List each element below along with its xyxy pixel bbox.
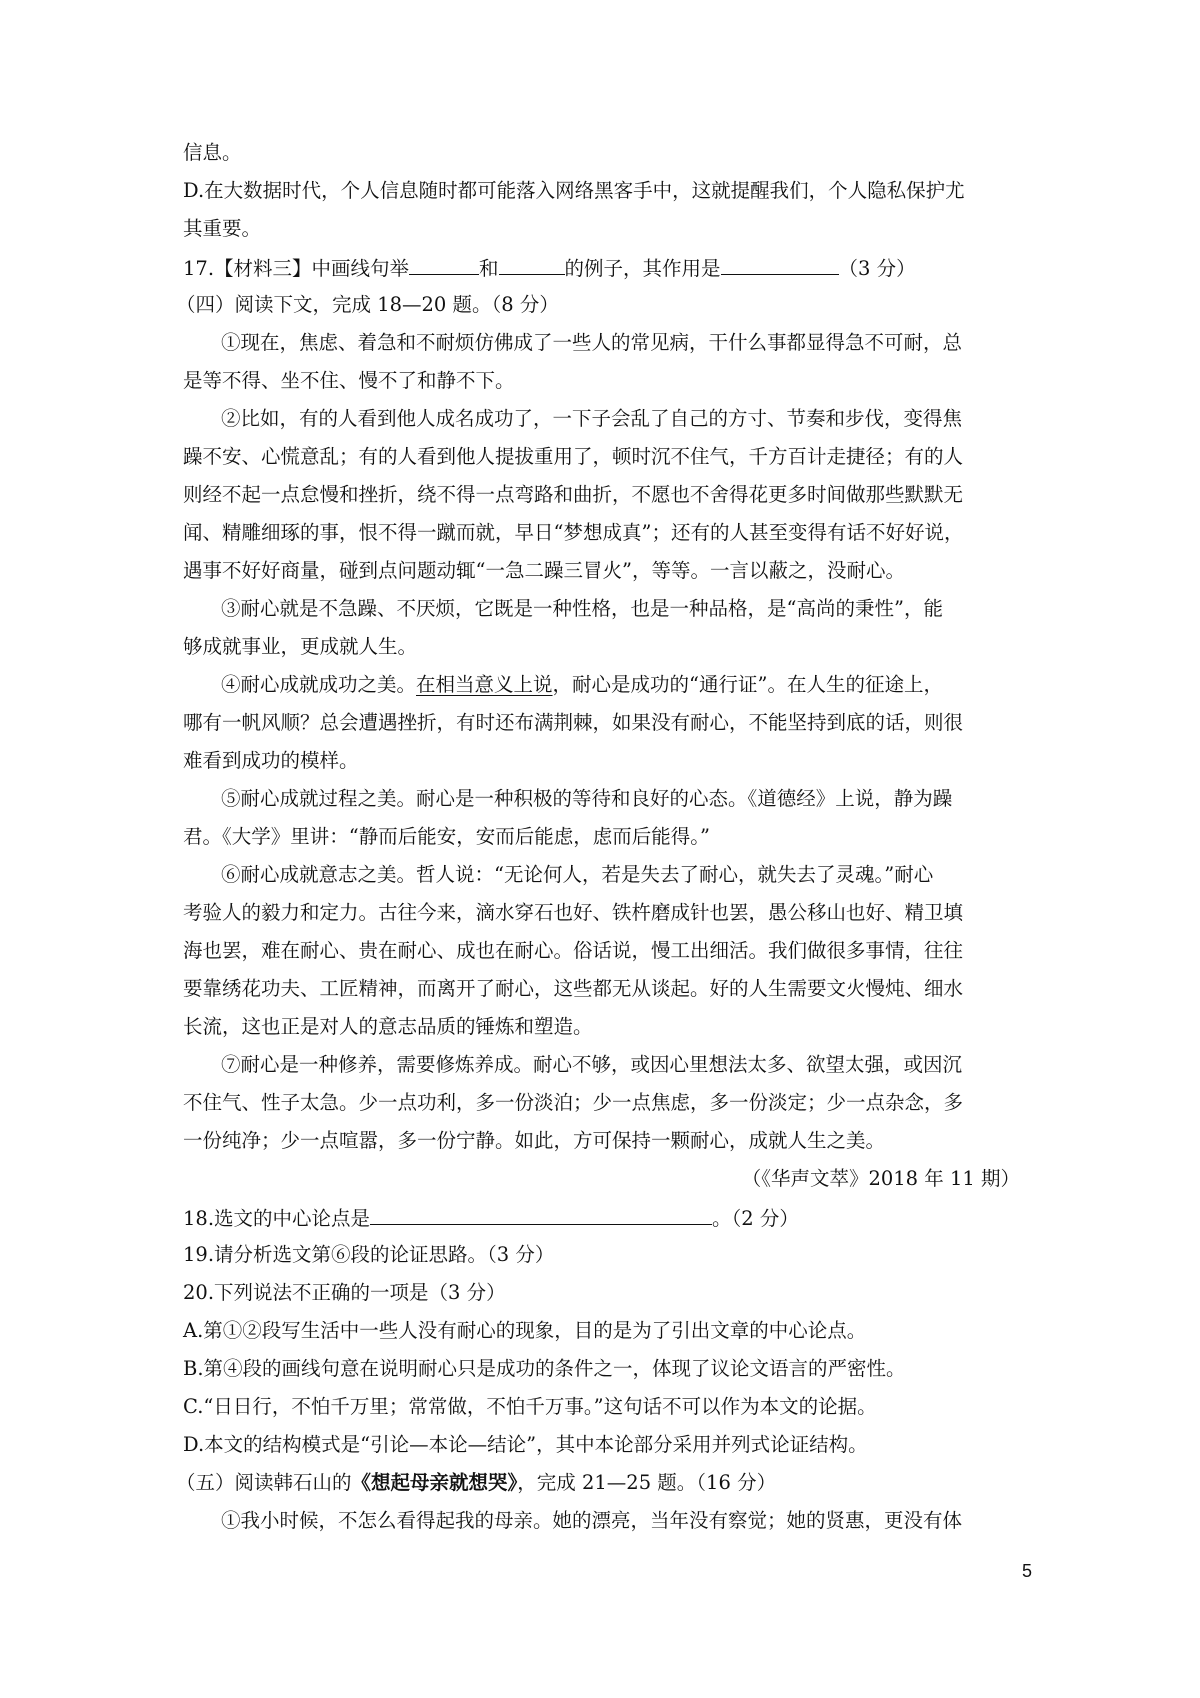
p4-underlined-sentence: 在相当意义上说 bbox=[416, 673, 553, 696]
passage-line: 是等不得、坐不住、慢不了和静不下。 bbox=[183, 369, 515, 392]
passage-line: 闻、精雕细琢的事，恨不得一蹴而就，早日“梦想成真”；还有的人甚至变得有话不好好说， bbox=[183, 521, 964, 544]
q17-text-1: 17.【材料三】中画线句举 bbox=[183, 257, 410, 280]
passage-line: ②比如，有的人看到他人成名成功了，一下子会乱了自己的方寸、节奏和步伐，变得焦 bbox=[221, 407, 963, 430]
passage-line: ①现在，焦虑、着急和不耐烦仿佛成了一些人的常见病，干什么事都显得急不可耐，总 bbox=[221, 331, 963, 354]
q20-option-b: B.第④段的画线句意在说明耐心只是成功的条件之一，体现了议论文语言的严密性。 bbox=[183, 1357, 906, 1380]
question-18 bbox=[183, 1204, 1033, 1232]
q18-answer-blank[interactable] bbox=[370, 1204, 712, 1225]
passage-line: 考验人的毅力和定力。古往今来，滴水穿石也好、铁杵磨成针也罢，愚公移山也好、精卫填 bbox=[183, 901, 964, 924]
passage-line-p4 bbox=[221, 672, 1071, 698]
q16-option-d-line1: D.在大数据时代，个人信息随时都可能落入网络黑客手中，这就提醒我们，个人隐私保护尤 bbox=[183, 179, 965, 202]
passage-line: 哪有一帆风顺？总会遭遇挫折，有时还布满荆棘，如果没有耐心，不能坚持到底的话，则很 bbox=[183, 711, 964, 734]
page-number: 5 bbox=[1021, 1561, 1032, 1581]
passage-line: 则经不起一点怠慢和挫折，绕不得一点弯路和曲折，不愿也不舍得花更多时间做那些默默无 bbox=[183, 483, 964, 506]
passage-line: 君。《大学》里讲：“静而后能安，安而后能虑，虑而后能得。” bbox=[183, 825, 710, 848]
passage-line: 遇事不好好商量，碰到点问题动辄“一急二躁三冒火”，等等。一言以蔽之，没耐心。 bbox=[183, 559, 905, 582]
q17-text-3: 的例子，其作用是 bbox=[564, 257, 721, 280]
q18-text-2: 。（2 分） bbox=[712, 1207, 799, 1230]
passage-line: 长流，这也正是对人的意志品质的锤炼和塑造。 bbox=[183, 1015, 593, 1038]
q17-text-4: （3 分） bbox=[838, 257, 916, 280]
passage-line: ③耐心就是不急躁、不厌烦，它既是一种性格，也是一种品格，是“高尚的秉性”，能 bbox=[221, 597, 943, 620]
section-5-text-2: ，完成 21—25 题。（16 分） bbox=[517, 1471, 777, 1494]
section-5-first-line: ①我小时候，不怎么看得起我的母亲。她的漂亮，当年没有察觉；她的贤惠，更没有体 bbox=[221, 1509, 963, 1532]
section-5-article-title: 《想起母亲就想哭》 bbox=[351, 1471, 518, 1494]
passage-line: 够成就事业，更成就人生。 bbox=[183, 635, 418, 658]
q20-option-a: A.第①②段写生活中一些人没有耐心的现象，目的是为了引出文章的中心论点。 bbox=[183, 1319, 867, 1342]
passage-line: ⑥耐心成就意志之美。哲人说：“无论何人，若是失去了耐心，就失去了灵魂。”耐心 bbox=[221, 863, 934, 886]
q17-blank-3[interactable] bbox=[721, 254, 839, 275]
passage-source: （《华声文萃》2018 年 11 期） bbox=[741, 1167, 1020, 1190]
section-5-text-1: （五）阅读韩石山的 bbox=[176, 1471, 352, 1494]
question-17 bbox=[183, 254, 1033, 282]
p4-rest: ，耐心是成功的“通行证”。在人生的征途上， bbox=[552, 673, 943, 696]
q17-text-2: 和 bbox=[479, 257, 499, 280]
continued-line: 信息。 bbox=[183, 141, 242, 164]
question-19: 19.请分析选文第⑥段的论证思路。（3 分） bbox=[183, 1243, 555, 1266]
q16-option-d-line2: 其重要。 bbox=[183, 217, 262, 240]
p4-start: ④耐心成就成功之美。 bbox=[221, 673, 417, 696]
passage-line: 要靠绣花功夫、工匠精神，而离开了耐心，这些都无从谈起。好的人生需要文火慢炖、细水 bbox=[183, 977, 964, 1000]
passage-line: ⑤耐心成就过程之美。耐心是一种积极的等待和良好的心态。《道德经》上说，静为躁 bbox=[221, 787, 953, 810]
passage-line: 一份纯净；少一点喧嚣，多一份宁静。如此，方可保持一颗耐心，成就人生之美。 bbox=[183, 1129, 886, 1152]
passage-line: 不住气、性子太急。少一点功利，多一份淡泊；少一点焦虑，多一份淡定；少一点杂念，多 bbox=[183, 1091, 964, 1114]
passage-line: 海也罢，难在耐心、贵在耐心、成也在耐心。俗话说，慢工出细活。我们做很多事情，往往 bbox=[183, 939, 964, 962]
passage-line: 难看到成功的模样。 bbox=[183, 749, 359, 772]
q17-blank-1[interactable] bbox=[409, 254, 479, 275]
passage-line: 躁不安、心慌意乱；有的人看到他人提拔重用了，顿时沉不住气，千方百计走捷径；有的人 bbox=[183, 445, 964, 468]
passage-line: ⑦耐心是一种修养，需要修炼养成。耐心不够，或因心里想法太多、欲望太强，或因沉 bbox=[221, 1053, 963, 1076]
q20-option-c: C.“日日行，不怕千万里；常常做，不怕千万事。”这句话不可以作为本文的论据。 bbox=[183, 1395, 877, 1418]
question-20-stem: 20.下列说法不正确的一项是（3 分） bbox=[183, 1281, 506, 1304]
section-5-heading bbox=[176, 1470, 1026, 1496]
q17-blank-2[interactable] bbox=[499, 254, 565, 275]
q18-text-1: 18.选文的中心论点是 bbox=[183, 1207, 371, 1230]
q20-option-d: D.本文的结构模式是“引论—本论—结论”，其中本论部分采用并列式论证结构。 bbox=[183, 1433, 868, 1456]
section-4-heading: （四）阅读下文，完成 18—20 题。（8 分） bbox=[176, 293, 559, 316]
